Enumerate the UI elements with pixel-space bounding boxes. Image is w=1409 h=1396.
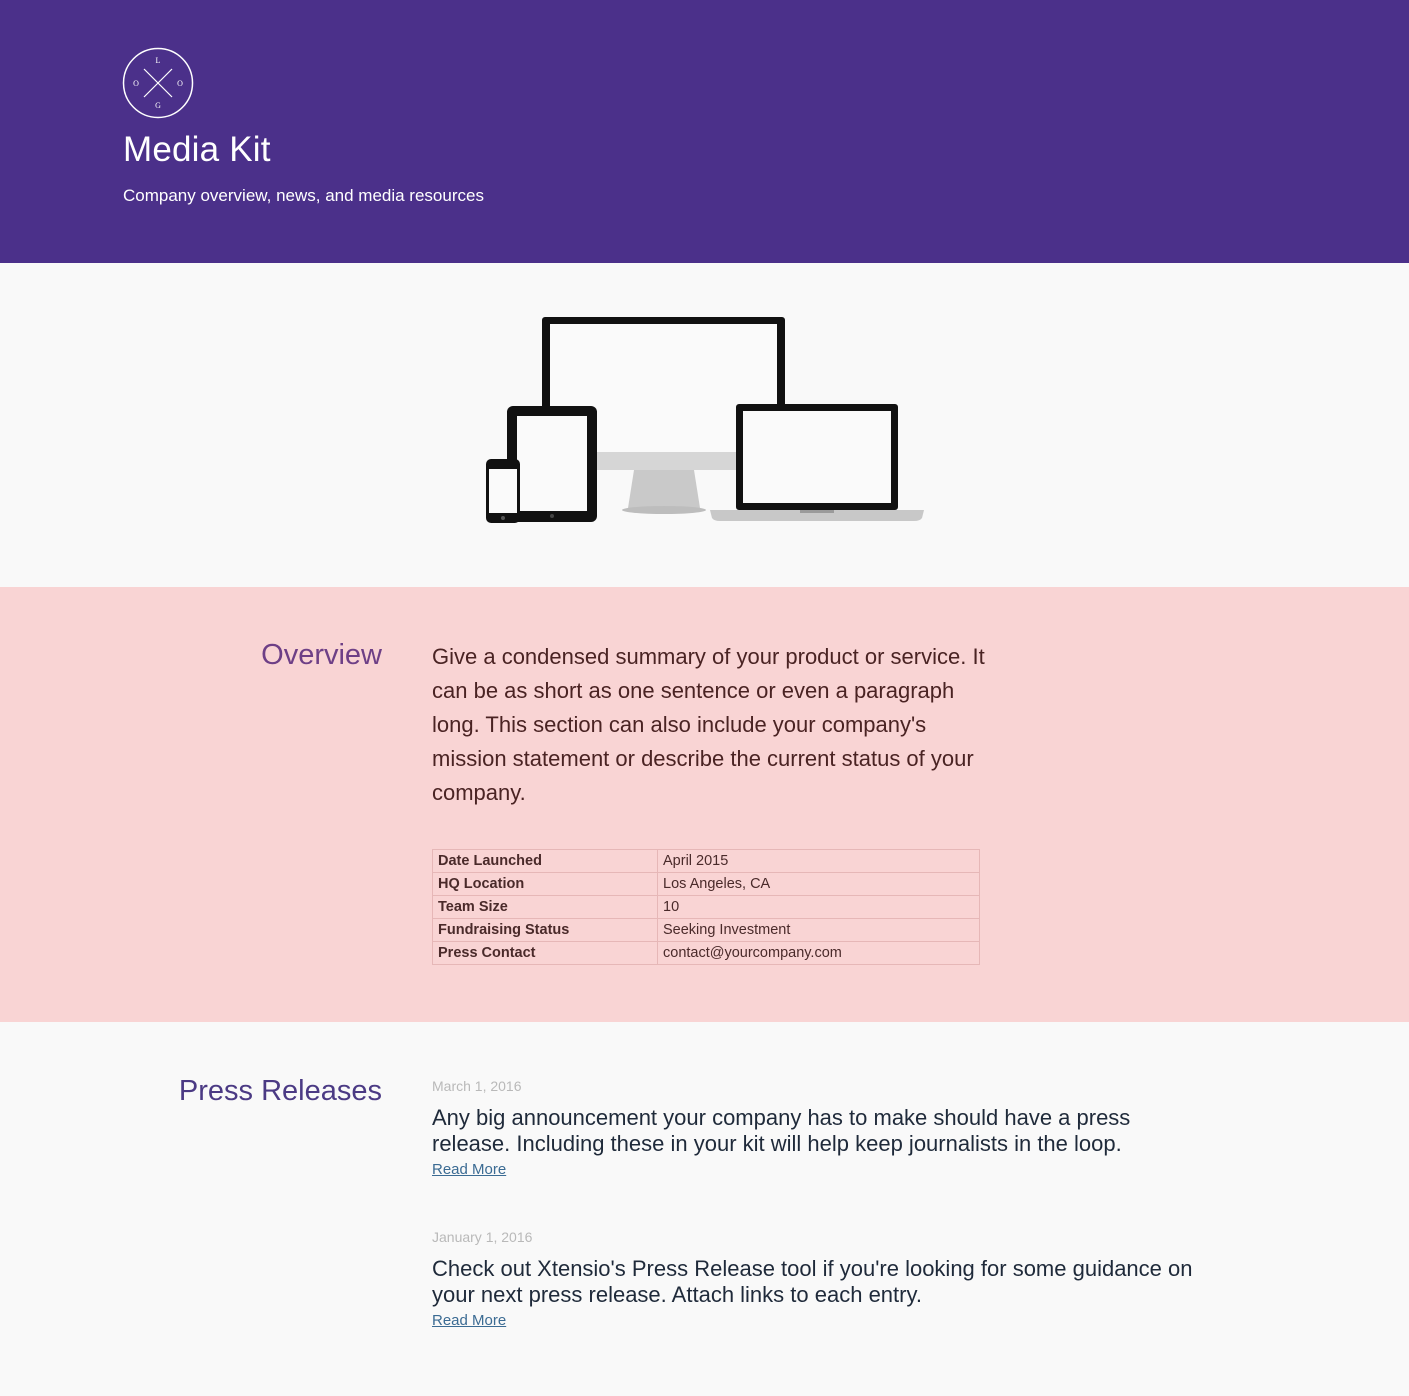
fact-value: contact@yourcompany.com xyxy=(658,942,980,965)
logo-letter-right: O xyxy=(177,79,183,88)
press-release-date: March 1, 2016 xyxy=(432,1078,522,1094)
table-row xyxy=(433,919,980,942)
logo-letter-top: L xyxy=(155,56,161,65)
overview-summary: Give a condensed summary of your product or service. It can be as short as one sentence or even a paragraph long. This section can also include your company's mission statement or describe the current status of your company. xyxy=(432,644,985,805)
table-row xyxy=(433,896,980,919)
logo-icon xyxy=(122,47,194,119)
table-row xyxy=(433,873,980,896)
fact-label: Press Contact xyxy=(433,942,658,965)
table-row xyxy=(433,850,980,873)
logo-letter-bottom: G xyxy=(155,101,161,110)
press-release-item xyxy=(432,1075,1202,1179)
logo-letter-left: O xyxy=(133,79,139,88)
tablet-icon xyxy=(507,406,597,522)
press-release-text: Check out Xtensio's Press Release tool if you're looking for some guidance on your next press release. Attach links to each entry. xyxy=(432,1256,1193,1307)
press-releases-heading: Press Releases xyxy=(178,1075,382,1107)
company-facts-table xyxy=(432,849,980,965)
fact-value: 10 xyxy=(658,896,980,919)
laptop-icon xyxy=(710,404,924,521)
fact-value: Los Angeles, CA xyxy=(658,873,980,896)
page-title: Media Kit xyxy=(123,130,271,169)
fact-label: Team Size xyxy=(433,896,658,919)
fact-value: April 2015 xyxy=(658,850,980,873)
page-subtitle: Company overview, news, and media resources xyxy=(123,186,484,205)
devices-illustration xyxy=(484,312,928,526)
fact-value: Seeking Investment xyxy=(658,919,980,942)
read-more-link[interactable]: Read More xyxy=(432,1312,507,1329)
phone-icon xyxy=(486,459,520,523)
page-header xyxy=(0,0,1409,263)
table-row xyxy=(433,942,980,965)
fact-label: Fundraising Status xyxy=(433,919,658,942)
fact-label: Date Launched xyxy=(433,850,658,873)
overview-heading: Overview xyxy=(261,639,382,671)
press-release-text: Any big announcement your company has to make should have a press release. Including these in your kit will help keep journalists in the loop. xyxy=(432,1105,1131,1156)
read-more-link[interactable]: Read More xyxy=(432,1161,507,1178)
press-release-date: January 1, 2016 xyxy=(432,1229,533,1245)
press-release-item xyxy=(432,1226,1202,1330)
fact-label: HQ Location xyxy=(433,873,658,896)
